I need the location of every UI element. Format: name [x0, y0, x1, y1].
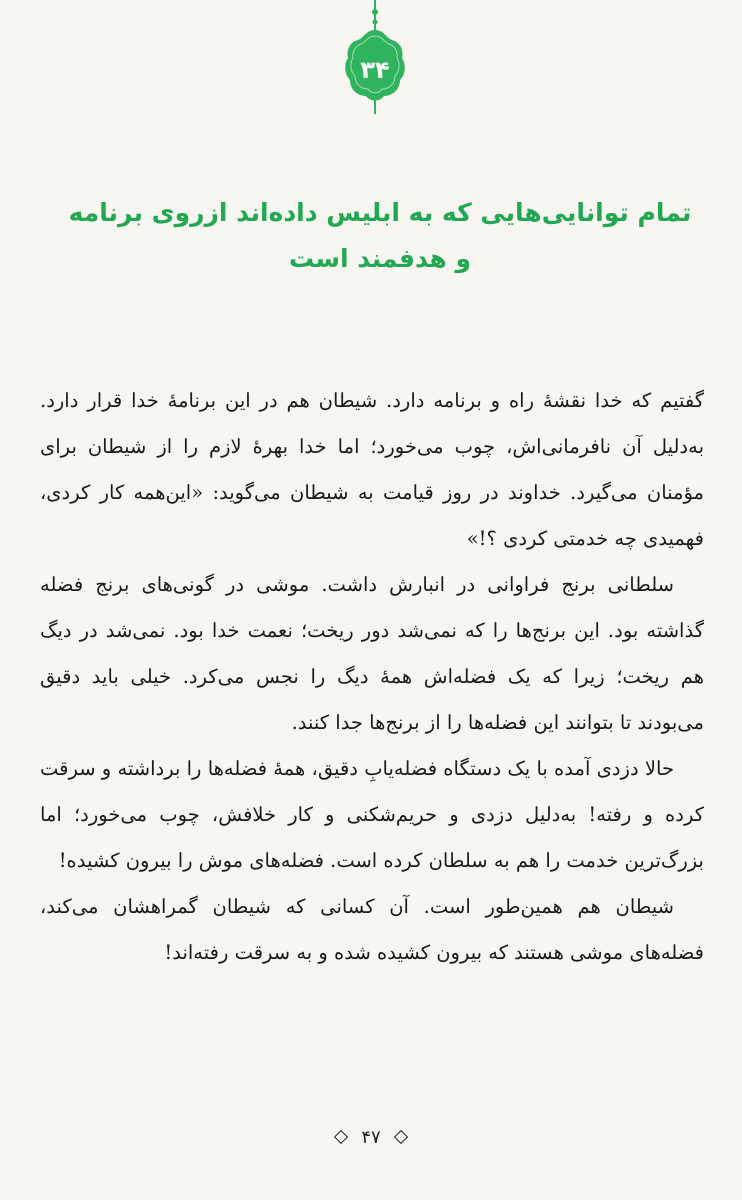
page-number: ۴۷ — [361, 1126, 381, 1148]
paragraph-4: شیطان هم همین‌طور است. آن کسانی که شیطان گمراهشان می‌کند، فضله‌های موشی هستند که بیرون کشیده شده و به سرقت رفته‌اند! — [40, 895, 704, 964]
body-text — [40, 378, 704, 976]
diamond-left-icon — [334, 1130, 348, 1144]
paragraph-3: حالا دزدی آمده با یک دستگاه فضله‌یابِ دقیق، همهٔ فضله‌ها را برداشته و سرقت کرده و رفته! به‌دلیل دزدی و حریم‌شکنی و کار خلافش، چوب می‌خورد؛ اما بزرگ‌ترین خدمت را هم به سلطان کرده است. فضله‌های موش را بیرون کشیده! — [40, 757, 704, 872]
diamond-right-icon — [394, 1130, 408, 1144]
paragraph-2: سلطانی برنج فراوانی در انبارش داشت. موشی در گونی‌های برنج فضله گذاشته بود. این برنج‌ها را که نمی‌شد دور ریخت؛ نعمت خدا بود. نمی‌شد در دیگ هم ریخت؛ زیرا که یک فضله‌اش همهٔ دیگ را نجس می‌کرد. خیلی باید دقیق می‌بودند تا بتوانند این فضله‌ها را از برنج‌ها جدا کنند. — [40, 573, 704, 734]
chapter-title: تمام توانایی‌هایی که به ابلیس داده‌اند ازروی برنامه و هدفمند است — [68, 198, 692, 273]
page-footer — [0, 1126, 742, 1148]
chapter-number: ۳۴ — [360, 56, 390, 84]
paragraph-1: گفتیم که خدا نقشهٔ راه و برنامه دارد. شیطان هم در این برنامهٔ خدا قرار دارد. به‌دلیل آن نافرمانی‌اش، چوب می‌خورد؛ اما خدا بهرهٔ لازم را از شیطان برای مؤمنان می‌گیرد. خداوند در روز قیامت به شیطان می‌گوید: «این‌همه کار کردی، فهمیدی چه خدمتی کردی ؟!» — [40, 389, 704, 550]
